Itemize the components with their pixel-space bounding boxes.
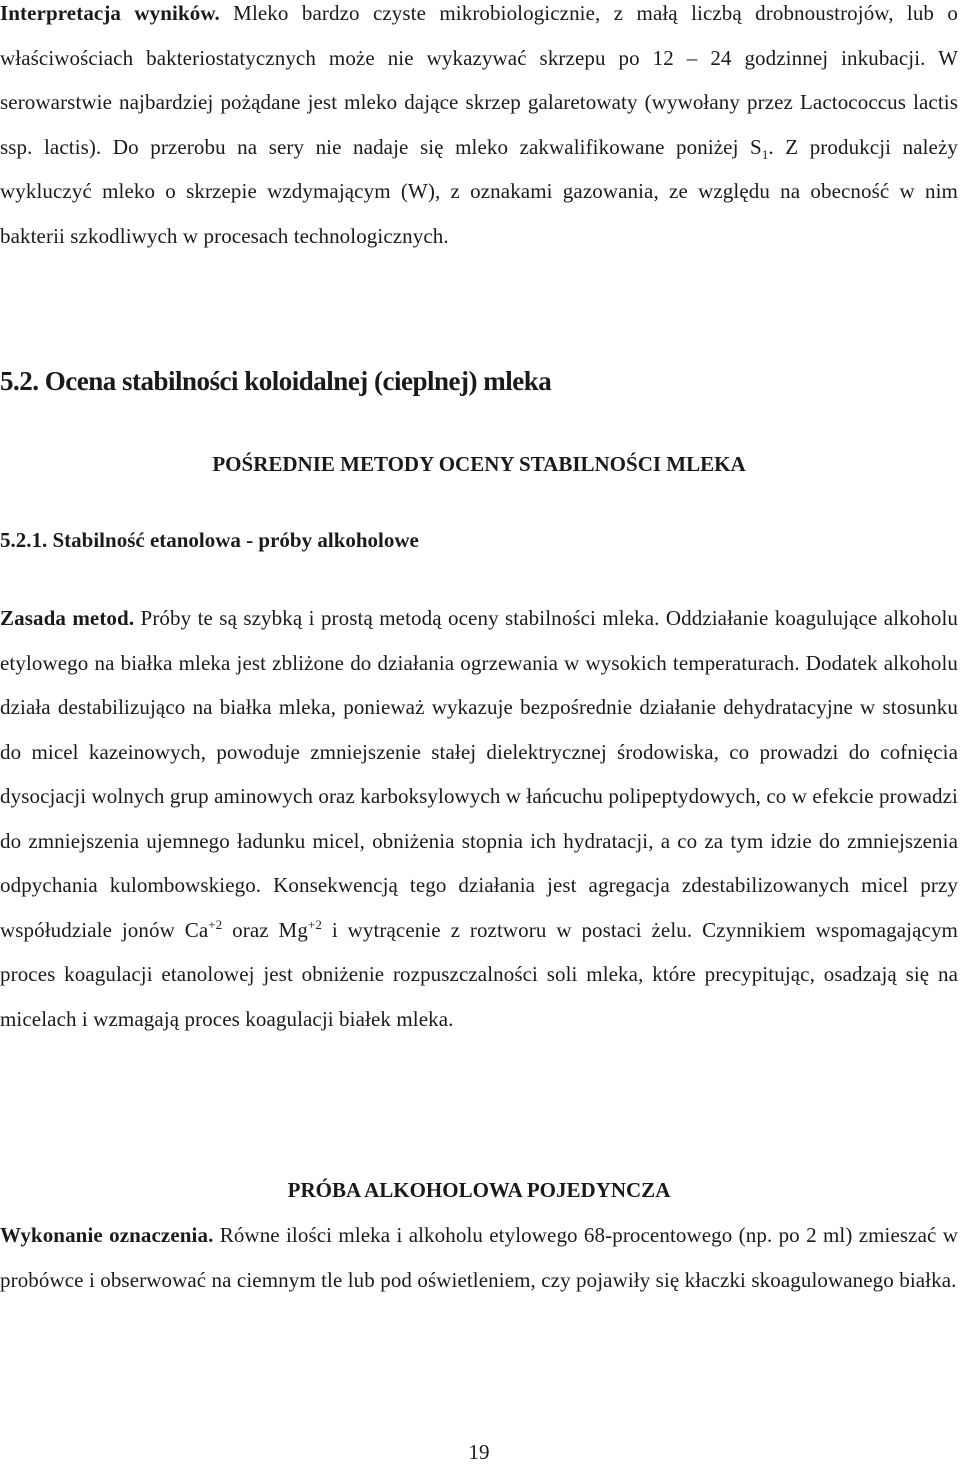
page-number: 19 — [468, 1440, 490, 1464]
section-heading: 5.2. Ocena stabilności koloidalnej (cieplnej) mleka — [0, 366, 552, 396]
intro-subscript: 1 — [761, 146, 769, 162]
intro-lead: Interpretacja wyników. — [0, 1, 220, 25]
intro-text-2: . Z produkcji należy wykluczyć mleko o skrzepie wzdymającym (W), z oznakami gazowania, ze względu na obecność w nim bakterii szkodliwych w procesach technologicznych. — [0, 134, 958, 248]
procedure-lead: Wykonanie oznaczenia. — [0, 1223, 214, 1247]
methods-heading: POŚREDNIE METODY OCENY STABILNOŚCI MLEKA — [212, 452, 746, 476]
principle-paragraph — [0, 596, 958, 1041]
intro-text-1: Mleko bardzo czyste mikrobiologicznie, z małą liczbą drobnoustrojów, lub o właściwościach bakteriostatycznych może nie wykazywać skrzepu po 12 – 24 godzinnej inkubacji. W serowarstwie najbardziej pożądane jest mleko dające skrzep galaretowaty (wywołany przez Lactococcus lactis ssp. lactis). Do przerobu na sery nie nadaje się mleko zakwalifikowane poniżej S — [0, 1, 958, 159]
principle-lead: Zasada metod. — [0, 606, 135, 630]
intro-paragraph — [0, 0, 958, 258]
principle-text-1: Próby te są szybką i prostą metodą oceny stabilności mleka. Oddziałanie koagulujące alkoholu etylowego na białka mleka jest zbliżone do działania ogrzewania w wysokich temperaturach. Dodatek alkoholu działa destabilizująco na białka mleka, ponieważ wykazuje bezpośrednie działanie dehydratacyjne w stosunku do micel kazeinowych, powoduje zmniejszenie stałej dielektrycznej środowiska, co prowadzi do cofnięcia dysocjacji wolnych grup aminowych oraz karboksylowych w łańcuchu polipeptydowych, co w efekcie prowadzi do zmniejszenia ujemnego ładunku micel, obniżenia stopnia ich hydratacji, a co za tym idzie do zmniejszenia odpychania kulombowskiego. Konsekwencją tego działania jest agregacja zdestabilizowanych micel przy współudziale jonów Ca — [0, 606, 958, 942]
procedure-paragraph — [0, 1213, 958, 1302]
magnesium-charge: +2 — [307, 916, 322, 932]
subsection-heading: 5.2.1. Stabilność etanolowa - próby alkoholowe — [0, 528, 419, 552]
principle-text-3: i wytrącenie z roztworu w postaci żelu. Czynnikiem wspomagającym proces koagulacji etanolowej jest obniżenie rozpuszczalności soli mleka, które precypitując, osadzają się na micelach i wzmagają proces koagulacji białek mleka. — [0, 917, 958, 1031]
single-test-heading: PRÓBA ALKOHOLOWA POJEDYNCZA — [287, 1178, 671, 1202]
calcium-charge: +2 — [208, 916, 223, 932]
principle-text-2: oraz Mg — [222, 917, 308, 942]
procedure-text: Równe ilości mleka i alkoholu etylowego 68-procentowego (np. po 2 ml) zmieszać w probówce i obserwować na ciemnym tle lub pod oświetleniem, czy pojawiły się kłaczki skoagulowanego białka. — [0, 1223, 958, 1292]
